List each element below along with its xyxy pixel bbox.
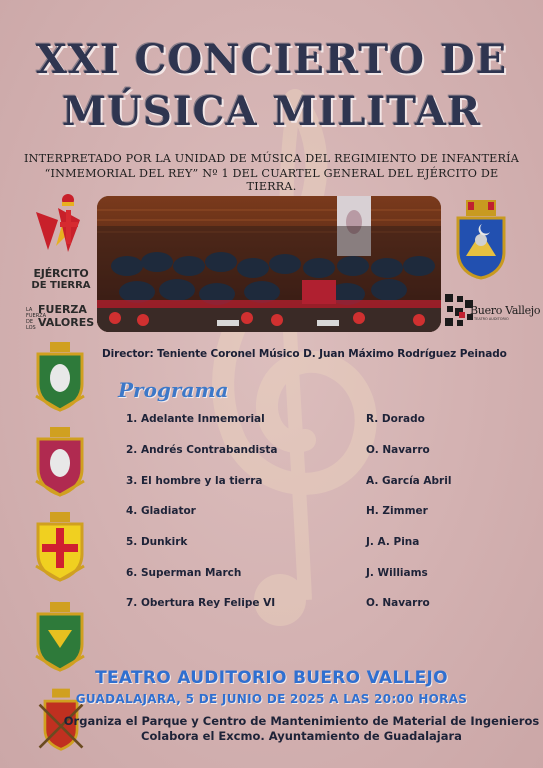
regimental-badge: [32, 510, 88, 582]
program-piece: 5. Dunkirk: [126, 536, 188, 548]
collaborator-line: Colabora el Excmo. Ayuntamiento de Guadalajara: [141, 729, 462, 743]
fuerza-small-text: LA FUERZA DE LOS: [26, 307, 47, 331]
program-composer: J. A. Pina: [366, 536, 420, 548]
program-composer: O. Navarro: [366, 444, 430, 456]
title-line-1: XXI CONCIERTO DE: [35, 36, 508, 83]
title-line-2: MÚSICA MILITAR: [61, 88, 482, 135]
program-composer: O. Navarro: [366, 597, 430, 609]
program-piece: 2. Andrés Contrabandista: [126, 444, 278, 456]
subtitle-line-1: INTERPRETADO POR LA UNIDAD DE MÚSICA DEL REGIMIENTO DE INFANTERÍA: [23, 152, 519, 165]
regimental-badge: [32, 340, 88, 412]
program-piece: 6. Superman March: [126, 567, 242, 579]
program-composer: H. Zimmer: [366, 505, 428, 517]
program-composer: A. García Abril: [366, 475, 452, 487]
programa-title: Programa: [118, 378, 229, 402]
program-piece: 7. Obertura Rey Felipe VI: [126, 597, 276, 609]
program-composer: J. Williams: [366, 567, 428, 579]
program-piece: 3. El hombre y la tierra: [126, 475, 263, 487]
ejercito-tierra-emblem: [28, 190, 94, 258]
director-credit: Director: Teniente Coronel Músico D. Juan Máximo Rodríguez Peinado: [102, 348, 507, 360]
program-piece: 1. Adelante Inmemorial: [126, 413, 265, 425]
regimental-badge: [32, 425, 88, 497]
guadalajara-coat-of-arms: [452, 196, 510, 280]
buero-vallejo-subtitle: TEATRO AUDITORIO: [474, 317, 509, 321]
program-composer: R. Dorado: [366, 413, 425, 425]
fuerza-line-2: VALORES: [38, 316, 95, 329]
buero-vallejo-text: Buero Vallejo: [470, 304, 541, 317]
program-piece: 4. Gladiator: [126, 505, 196, 517]
fuerza-valores-logo: [26, 304, 98, 330]
ejercito-line-1: EJÉRCITO: [33, 267, 89, 280]
concert-photo: [97, 196, 441, 332]
organizer-line: Organiza el Parque y Centro de Mantenimiento de Material de Ingenieros: [63, 714, 540, 728]
venue-title: TEATRO AUDITORIO BUERO VALLEJO: [95, 668, 448, 688]
ejercito-line-2: DE TIERRA: [31, 280, 91, 291]
subtitle-line-2: “INMEMORIAL DEL REY” Nº 1 DEL CUARTEL GENERAL DEL EJÉRCITO DE TIERRA.: [44, 167, 499, 193]
regimental-badge: [32, 600, 88, 672]
fuerza-line-1: FUERZA: [38, 303, 87, 316]
event-date: GUADALAJARA, 5 DE JUNIO DE 2025 A LAS 20:00 HORAS: [75, 692, 468, 706]
